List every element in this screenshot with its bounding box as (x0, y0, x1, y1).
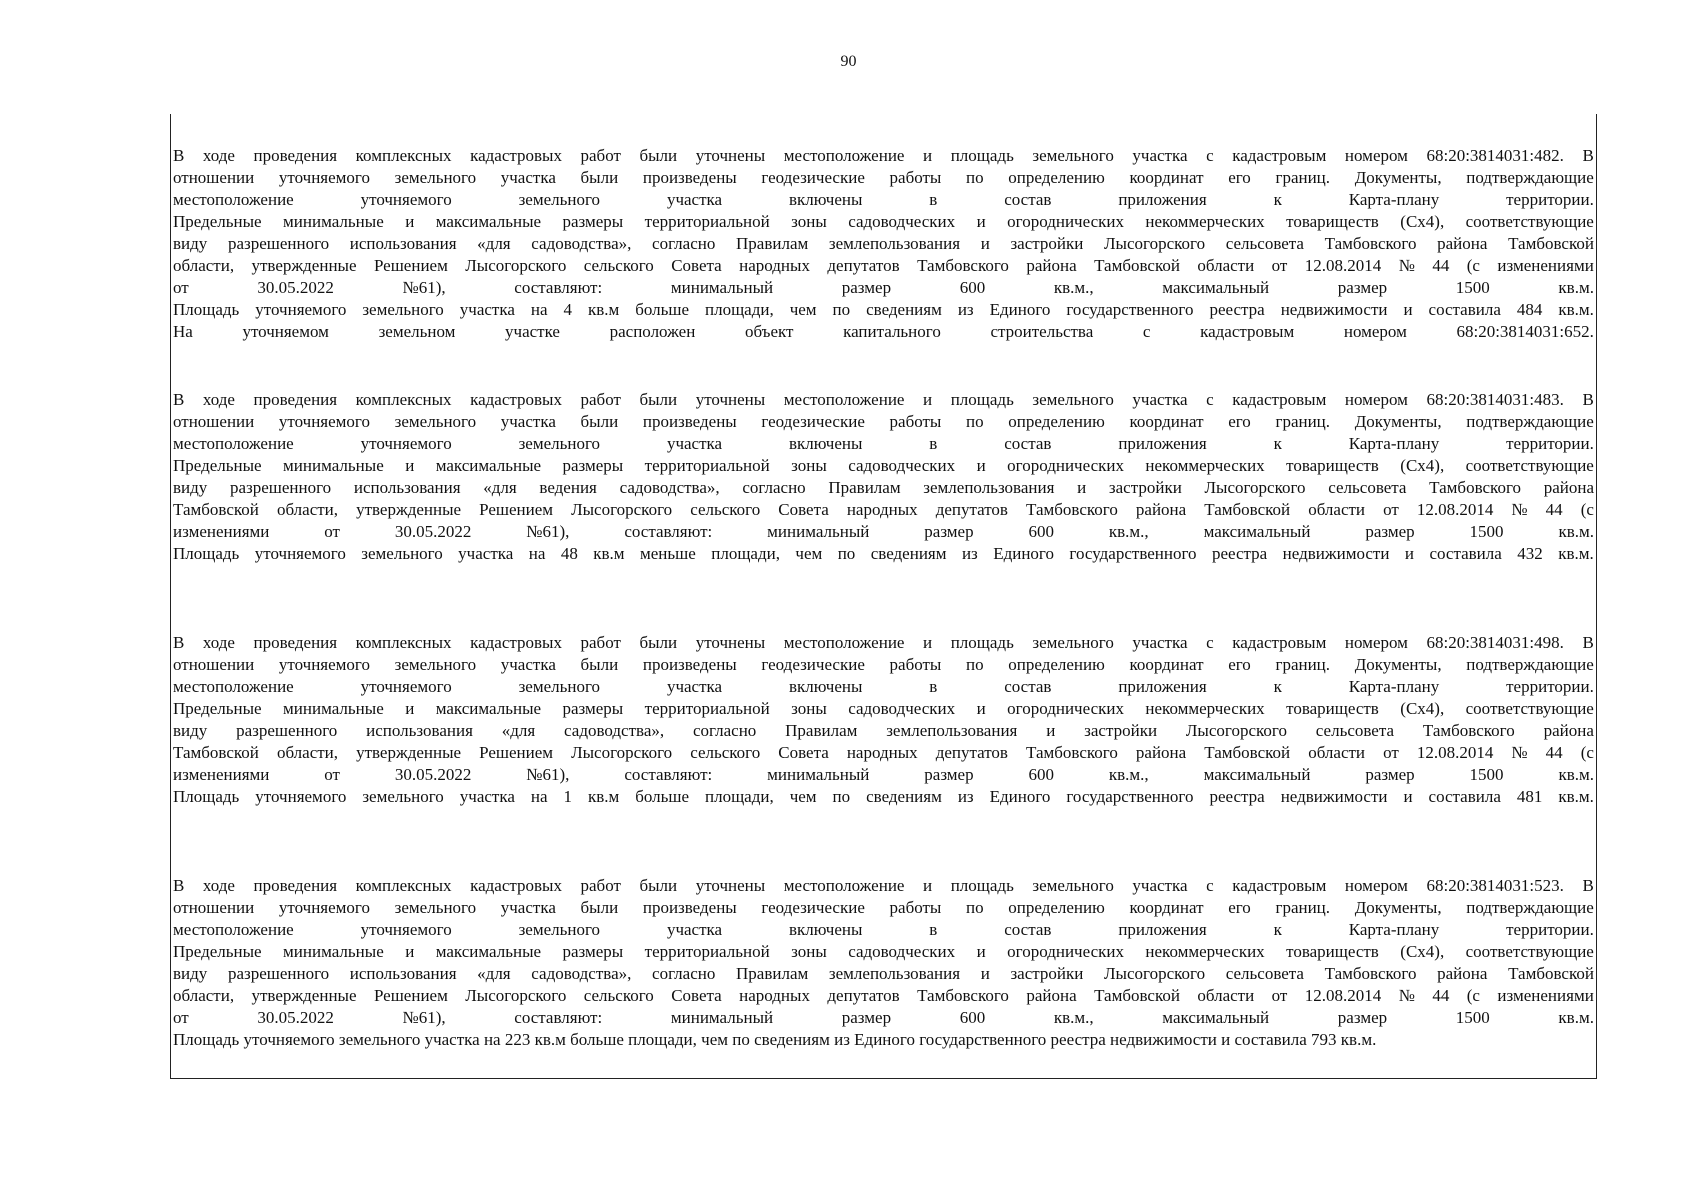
text-line: местоположение уточняемого земельного участка включены в состав приложения к Карта-плану территории. (173, 920, 1594, 939)
text-line: В ходе проведения комплексных кадастровых работ были уточнены местоположение и площадь земельного участка с кадастровым номером 68:20:3814031:482. В (173, 146, 1594, 165)
text-line: Предельные минимальные и максимальные размеры территориальной зоны садоводческих и огороднических некоммерческих товариществ (Сх4), соответствующие (173, 456, 1594, 475)
paragraph-parcel-483 (173, 389, 1594, 565)
text-line: местоположение уточняемого земельного участка включены в состав приложения к Карта-плану территории. (173, 434, 1594, 453)
document-table-frame (170, 114, 1597, 1079)
text-line: На уточняемом земельном участке расположен объект капитального строительства с кадастровым номером 68:20:3814031:652. (173, 322, 1594, 341)
text-line: от 30.05.2022 №61), составляют: минимальный размер 600 кв.м., максимальный размер 1500 кв.м. (173, 1008, 1594, 1027)
text-line: В ходе проведения комплексных кадастровых работ были уточнены местоположение и площадь земельного участка с кадастровым номером 68:20:3814031:483. В (173, 390, 1594, 409)
text-line: Площадь уточняемого земельного участка на 48 кв.м меньше площади, чем по сведениям из Единого государственного реестра недвижимости и составила 432 кв.м. (173, 544, 1594, 563)
page-number: 90 (840, 53, 857, 70)
text-line: отношении уточняемого земельного участка были произведены геодезические работы по определению координат его границ. Документы, подтверждающие (173, 898, 1594, 917)
text-line: области, утвержденные Решением Лысогорского сельского Совета народных депутатов Тамбовского района Тамбовской области от 12.08.2014 № 44 (с изменениями (173, 256, 1594, 275)
text-line: изменениями от 30.05.2022 №61), составляют: минимальный размер 600 кв.м., максимальный размер 1500 кв.м. (173, 522, 1594, 541)
text-line: В ходе проведения комплексных кадастровых работ были уточнены местоположение и площадь земельного участка с кадастровым номером 68:20:3814031:498. В (173, 633, 1594, 652)
text-line: изменениями от 30.05.2022 №61), составляют: минимальный размер 600 кв.м., максимальный размер 1500 кв.м. (173, 765, 1594, 784)
text-line: виду разрешенного использования «для садоводства», согласно Правилам землепользования и застройки Лысогорского сельсовета Тамбовского района (173, 721, 1594, 740)
text-line: области, утвержденные Решением Лысогорского сельского Совета народных депутатов Тамбовского района Тамбовской области от 12.08.2014 № 44 (с изменениями (173, 986, 1594, 1005)
text-line: виду разрешенного использования «для ведения садоводства», согласно Правилам землепользования и застройки Лысогорского сельсовета Тамбовского района (173, 478, 1594, 497)
text-line: В ходе проведения комплексных кадастровых работ были уточнены местоположение и площадь земельного участка с кадастровым номером 68:20:3814031:523. В (173, 876, 1594, 895)
text-line: отношении уточняемого земельного участка были произведены геодезические работы по определению координат его границ. Документы, подтверждающие (173, 412, 1594, 431)
text-line: местоположение уточняемого земельного участка включены в состав приложения к Карта-плану территории. (173, 677, 1594, 696)
text-line: Предельные минимальные и максимальные размеры территориальной зоны садоводческих и огороднических некоммерческих товариществ (Сх4), соответствующие (173, 699, 1594, 718)
text-line: виду разрешенного использования «для садоводства», согласно Правилам землепользования и застройки Лысогорского сельсовета Тамбовского района Тамбовской (173, 234, 1594, 253)
text-line: Площадь уточняемого земельного участка на 223 кв.м больше площади, чем по сведениям из Единого государственного реестра недвижимости и составила 793 кв.м. (173, 1030, 1377, 1049)
text-line: отношении уточняемого земельного участка были произведены геодезические работы по определению координат его границ. Документы, подтверждающие (173, 655, 1594, 674)
text-line: Площадь уточняемого земельного участка на 4 кв.м больше площади, чем по сведениям из Единого государственного реестра недвижимости и составила 484 кв.м. (173, 300, 1594, 319)
text-line: местоположение уточняемого земельного участка включены в состав приложения к Карта-плану территории. (173, 190, 1594, 209)
text-line: от 30.05.2022 №61), составляют: минимальный размер 600 кв.м., максимальный размер 1500 кв.м. (173, 278, 1594, 297)
paragraph-parcel-523 (173, 875, 1594, 1051)
paragraph-parcel-498 (173, 632, 1594, 808)
text-line: Площадь уточняемого земельного участка на 1 кв.м больше площади, чем по сведениям из Единого государственного реестра недвижимости и составила 481 кв.м. (173, 787, 1594, 806)
text-line: Предельные минимальные и максимальные размеры территориальной зоны садоводческих и огороднических некоммерческих товариществ (Сх4), соответствующие (173, 942, 1594, 961)
text-line: Тамбовской области, утвержденные Решением Лысогорского сельского Совета народных депутатов Тамбовского района Тамбовской области от 12.08.2014 № 44 (с (173, 743, 1594, 762)
text-line: отношении уточняемого земельного участка были произведены геодезические работы по определению координат его границ. Документы, подтверждающие (173, 168, 1594, 187)
paragraph-parcel-482 (173, 145, 1594, 343)
text-line: виду разрешенного использования «для садоводства», согласно Правилам землепользования и застройки Лысогорского сельсовета Тамбовского района Тамбовской (173, 964, 1594, 983)
text-line: Предельные минимальные и максимальные размеры территориальной зоны садоводческих и огороднических некоммерческих товариществ (Сх4), соответствующие (173, 212, 1594, 231)
text-line: Тамбовской области, утвержденные Решением Лысогорского сельского Совета народных депутатов Тамбовского района Тамбовской области от 12.08.2014 № 44 (с (173, 500, 1594, 519)
